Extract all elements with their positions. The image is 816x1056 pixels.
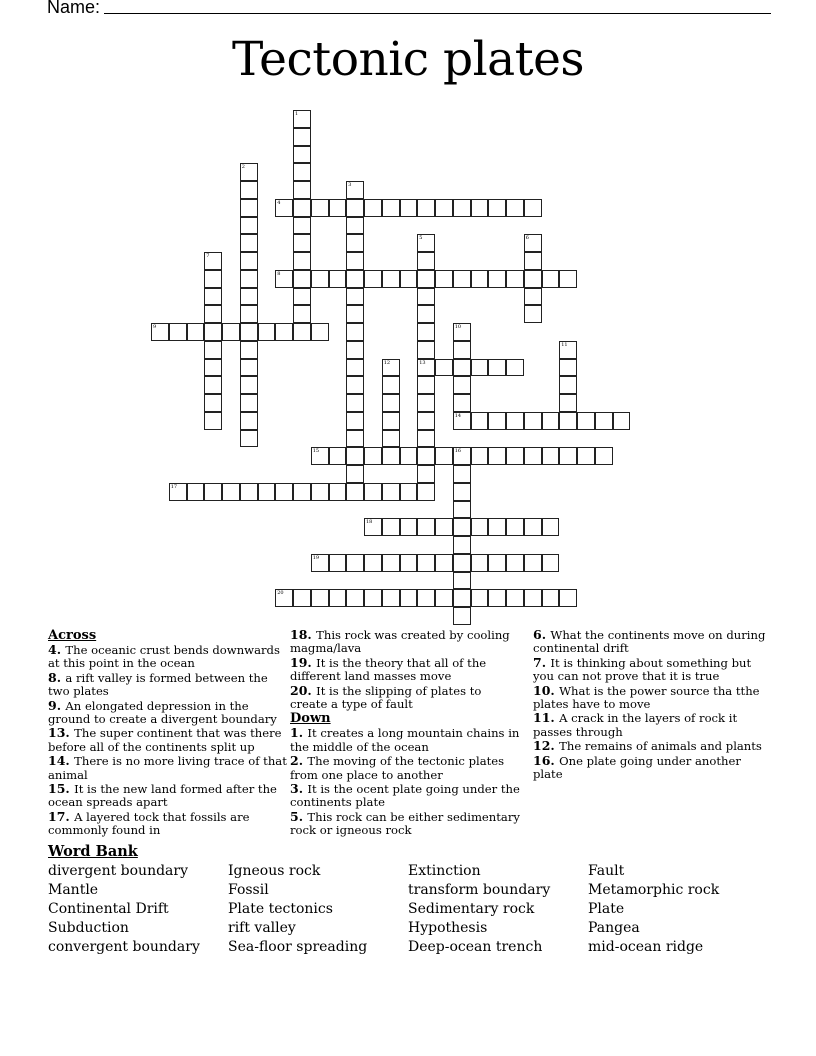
clue-across-9: 9. An elongated depression in the ground to create a divergent boundary <box>48 697 277 727</box>
grid-cell[interactable] <box>542 270 560 288</box>
grid-cell[interactable] <box>400 270 418 288</box>
grid-cell[interactable] <box>524 234 542 252</box>
grid-cell[interactable] <box>293 181 311 199</box>
grid-cell[interactable] <box>258 323 276 341</box>
grid-cell[interactable] <box>453 483 471 501</box>
grid-cell[interactable] <box>240 341 258 359</box>
grid-cell[interactable] <box>506 447 524 465</box>
grid-cell[interactable] <box>311 589 329 607</box>
grid-cell[interactable] <box>453 394 471 412</box>
word-bank-item: Fault <box>588 863 625 879</box>
grid-cell[interactable] <box>400 483 418 501</box>
grid-cell[interactable] <box>417 376 435 394</box>
grid-cell[interactable] <box>577 412 595 430</box>
grid-cell[interactable] <box>204 394 222 412</box>
clue-down-7: 7. It is thinking about something but you can not prove that it is true <box>533 654 752 684</box>
grid-cell[interactable] <box>559 589 577 607</box>
grid-cell[interactable] <box>453 536 471 554</box>
grid-cell[interactable] <box>346 270 364 288</box>
clue-down-1: 1. It creates a long mountain chains in the middle of the ocean <box>290 725 520 754</box>
grid-cell[interactable] <box>222 323 240 341</box>
grid-cell[interactable] <box>293 270 311 288</box>
grid-cell[interactable] <box>293 110 311 128</box>
grid-cell[interactable] <box>346 394 364 412</box>
grid-cell[interactable] <box>204 270 222 288</box>
grid-cell[interactable] <box>417 359 435 377</box>
cell-number: 13 <box>419 359 426 366</box>
clue-across-8: 8. a rift valley is formed between the two plates <box>48 669 268 699</box>
grid-cell[interactable] <box>240 163 258 181</box>
word-bank-item: mid-ocean ridge <box>588 939 704 955</box>
grid-cell[interactable] <box>329 483 347 501</box>
grid-cell[interactable] <box>559 412 577 430</box>
grid-cell[interactable] <box>471 518 489 536</box>
grid-cell[interactable] <box>329 199 347 217</box>
grid-cell[interactable] <box>417 252 435 270</box>
grid-cell[interactable] <box>382 447 400 465</box>
clue-down-16: 16. One plate going under another plate <box>533 752 741 782</box>
grid-cell[interactable] <box>559 394 577 412</box>
clue-down-11: 11. A crack in the layers of rock it passes through <box>533 710 738 739</box>
grid-cell[interactable] <box>471 447 489 465</box>
grid-cell[interactable] <box>293 305 311 323</box>
grid-cell[interactable] <box>240 412 258 430</box>
grid-cell[interactable] <box>311 447 329 465</box>
grid-cell[interactable] <box>346 359 364 377</box>
word-bank-item: convergent boundary <box>48 939 200 955</box>
grid-cell[interactable] <box>382 270 400 288</box>
grid-cell[interactable] <box>542 518 560 536</box>
grid-cell[interactable] <box>400 447 418 465</box>
clue-across-13: 13. The super continent that was there before all of the continents split up <box>48 725 282 754</box>
grid-cell[interactable] <box>488 447 506 465</box>
cell-number: 2 <box>241 164 245 171</box>
across-heading: Across <box>48 628 97 643</box>
grid-cell[interactable] <box>417 412 435 430</box>
grid-cell[interactable] <box>453 447 471 465</box>
grid-cell[interactable] <box>151 323 169 341</box>
grid-cell[interactable] <box>453 589 471 607</box>
grid-cell[interactable] <box>364 589 382 607</box>
grid-cell[interactable] <box>488 359 506 377</box>
grid-cell[interactable] <box>329 589 347 607</box>
grid-cell[interactable] <box>382 199 400 217</box>
word-bank-item: Hypothesis <box>408 920 488 936</box>
grid-cell[interactable] <box>542 447 560 465</box>
word-bank-item: Metamorphic rock <box>588 882 720 898</box>
grid-cell[interactable] <box>204 305 222 323</box>
grid-cell[interactable] <box>169 483 187 501</box>
word-bank-item: Extinction <box>408 863 481 879</box>
cell-number: 19 <box>312 554 320 561</box>
grid-cell[interactable] <box>453 359 471 377</box>
grid-cell[interactable] <box>417 234 435 252</box>
grid-cell[interactable] <box>435 447 453 465</box>
grid-cell[interactable] <box>293 288 311 306</box>
grid-cell[interactable] <box>417 305 435 323</box>
grid-cell[interactable] <box>542 412 560 430</box>
grid-cell[interactable] <box>346 430 364 448</box>
grid-cell[interactable] <box>240 234 258 252</box>
cell-number: 14 <box>454 412 462 419</box>
name-blank-line[interactable] <box>104 0 771 14</box>
grid-cell[interactable] <box>346 234 364 252</box>
grid-cell[interactable] <box>346 252 364 270</box>
clue-across-14: 14. There is no more living trace of that animal <box>48 753 287 782</box>
grid-cell[interactable] <box>240 483 258 501</box>
grid-cell[interactable] <box>311 554 329 572</box>
word-bank-item: rift valley <box>228 920 296 936</box>
grid-cell[interactable] <box>382 394 400 412</box>
grid-cell[interactable] <box>311 199 329 217</box>
grid-cell[interactable] <box>382 412 400 430</box>
name-field[interactable] <box>47 0 771 18</box>
grid-cell[interactable] <box>417 430 435 448</box>
grid-cell[interactable] <box>346 288 364 306</box>
grid-cell[interactable] <box>506 412 524 430</box>
grid-cell[interactable] <box>417 483 435 501</box>
grid-cell[interactable] <box>275 483 293 501</box>
grid-cell[interactable] <box>293 234 311 252</box>
grid-cell[interactable] <box>400 199 418 217</box>
grid-cell[interactable] <box>275 323 293 341</box>
grid-cell[interactable] <box>329 447 347 465</box>
grid-cell[interactable] <box>293 483 311 501</box>
word-bank-item: divergent boundary <box>48 863 188 879</box>
grid-cell[interactable] <box>453 501 471 519</box>
grid-cell[interactable] <box>240 270 258 288</box>
grid-cell[interactable] <box>382 554 400 572</box>
grid-cell[interactable] <box>240 394 258 412</box>
grid-cell[interactable] <box>293 589 311 607</box>
word-bank <box>48 862 768 957</box>
grid-cell[interactable] <box>204 376 222 394</box>
grid-cell[interactable] <box>346 447 364 465</box>
grid-cell[interactable] <box>364 483 382 501</box>
grid-cell[interactable] <box>240 376 258 394</box>
grid-cell[interactable] <box>293 163 311 181</box>
grid-cell[interactable] <box>471 270 489 288</box>
grid-cell[interactable] <box>169 323 187 341</box>
grid-cell[interactable] <box>524 518 542 536</box>
grid-cell[interactable] <box>453 572 471 590</box>
grid-cell[interactable] <box>453 607 471 625</box>
grid-cell[interactable] <box>488 589 506 607</box>
grid-cell[interactable] <box>364 199 382 217</box>
grid-cell[interactable] <box>293 217 311 235</box>
grid-cell[interactable] <box>240 323 258 341</box>
cell-number: 6 <box>525 235 529 242</box>
cell-number: 10 <box>454 324 462 330</box>
grid-cell[interactable] <box>204 483 222 501</box>
grid-cell[interactable] <box>524 199 542 217</box>
grid-cell[interactable] <box>488 554 506 572</box>
grid-cell[interactable] <box>417 554 435 572</box>
grid-cell[interactable] <box>524 288 542 306</box>
grid-cell[interactable] <box>240 217 258 235</box>
grid-cell[interactable] <box>595 447 613 465</box>
grid-cell[interactable] <box>417 341 435 359</box>
word-bank-item: Fossil <box>228 882 269 898</box>
down-heading: Down <box>290 711 331 727</box>
clue-down-6: 6. What the continents move on during continental drift <box>533 627 766 656</box>
grid-cell[interactable] <box>488 199 506 217</box>
grid-cell[interactable] <box>346 554 364 572</box>
clue-across-20: 20. It is the slipping of plates to create a type of fault <box>290 682 482 712</box>
grid-cell[interactable] <box>240 359 258 377</box>
grid-cell[interactable] <box>204 359 222 377</box>
clues-column-3 <box>533 628 773 781</box>
grid-cell[interactable] <box>559 270 577 288</box>
grid-cell[interactable] <box>435 270 453 288</box>
cell-number: 18 <box>366 519 373 526</box>
grid-cell[interactable] <box>453 270 471 288</box>
grid-cell[interactable] <box>382 430 400 448</box>
grid-cell[interactable] <box>204 341 222 359</box>
word-bank-item: Deep-ocean trench <box>408 939 543 955</box>
grid-cell[interactable] <box>382 483 400 501</box>
grid-cell[interactable] <box>524 270 542 288</box>
cell-number: 20 <box>277 590 284 597</box>
cell-number: 11 <box>561 341 568 348</box>
clue-down-2: 2. The moving of the tectonic plates from one place to another <box>290 753 505 782</box>
grid-cell[interactable] <box>346 341 364 359</box>
grid-cell[interactable] <box>471 412 489 430</box>
clue-down-3: 3. It is the ocent plate going under the continents plate <box>290 781 520 810</box>
grid-cell[interactable] <box>400 554 418 572</box>
grid-cell[interactable] <box>382 376 400 394</box>
word-bank-item: Continental Drift <box>48 901 169 917</box>
grid-cell[interactable] <box>524 252 542 270</box>
grid-cell[interactable] <box>346 199 364 217</box>
word-bank-item: transform boundary <box>408 882 551 898</box>
grid-cell[interactable] <box>506 589 524 607</box>
grid-cell[interactable] <box>382 518 400 536</box>
grid-cell[interactable] <box>382 359 400 377</box>
grid-cell[interactable] <box>311 323 329 341</box>
grid-cell[interactable] <box>435 589 453 607</box>
grid-cell[interactable] <box>329 270 347 288</box>
grid-cell[interactable] <box>488 518 506 536</box>
word-bank-title: Word Bank <box>48 843 138 860</box>
grid-cell[interactable] <box>417 270 435 288</box>
grid-cell[interactable] <box>453 412 471 430</box>
grid-cell[interactable] <box>417 518 435 536</box>
grid-cell[interactable] <box>524 305 542 323</box>
grid-cell[interactable] <box>524 412 542 430</box>
clues-column-1 <box>48 628 288 838</box>
grid-cell[interactable] <box>559 341 577 359</box>
grid-cell[interactable] <box>204 252 222 270</box>
grid-cell[interactable] <box>364 518 382 536</box>
grid-cell[interactable] <box>417 199 435 217</box>
cell-number: 8 <box>277 270 281 277</box>
cell-number: 7 <box>206 253 210 259</box>
grid-cell[interactable] <box>417 394 435 412</box>
grid-cell[interactable] <box>258 483 276 501</box>
grid-cell[interactable] <box>524 554 542 572</box>
grid-cell[interactable] <box>400 589 418 607</box>
grid-cell[interactable] <box>542 554 560 572</box>
clue-across-19: 19. It is the theory that all of the different land masses move <box>290 654 487 684</box>
grid-cell[interactable] <box>506 554 524 572</box>
grid-cell[interactable] <box>382 589 400 607</box>
cell-number: 12 <box>383 359 391 366</box>
grid-cell[interactable] <box>453 323 471 341</box>
grid-cell[interactable] <box>364 554 382 572</box>
grid-cell[interactable] <box>453 376 471 394</box>
grid-cell[interactable] <box>417 323 435 341</box>
grid-cell[interactable] <box>506 199 524 217</box>
grid-cell[interactable] <box>346 465 364 483</box>
grid-cell[interactable] <box>293 199 311 217</box>
cell-number: 3 <box>348 182 352 188</box>
clue-down-12: 12. The remains of animals and plants <box>533 738 762 754</box>
grid-cell[interactable] <box>346 323 364 341</box>
word-bank-item: Subduction <box>48 920 129 936</box>
grid-cell[interactable] <box>559 447 577 465</box>
grid-cell[interactable] <box>524 589 542 607</box>
word-bank-item: Mantle <box>48 882 99 898</box>
grid-cell[interactable] <box>346 376 364 394</box>
grid-cell[interactable] <box>453 199 471 217</box>
grid-cell[interactable] <box>275 270 293 288</box>
word-bank-item: Sedimentary rock <box>408 901 535 917</box>
grid-cell[interactable] <box>488 412 506 430</box>
grid-cell[interactable] <box>435 359 453 377</box>
grid-cell[interactable] <box>293 323 311 341</box>
grid-cell[interactable] <box>488 270 506 288</box>
grid-cell[interactable] <box>204 323 222 341</box>
grid-cell[interactable] <box>453 518 471 536</box>
grid-cell[interactable] <box>400 518 418 536</box>
grid-cell[interactable] <box>240 181 258 199</box>
grid-cell[interactable] <box>346 217 364 235</box>
grid-cell[interactable] <box>240 199 258 217</box>
grid-cell[interactable] <box>471 199 489 217</box>
clue-across-4: 4. The oceanic crust bends downwards at this point in the ocean <box>48 642 280 671</box>
grid-cell[interactable] <box>417 288 435 306</box>
grid-cell[interactable] <box>364 447 382 465</box>
grid-cell[interactable] <box>577 447 595 465</box>
grid-cell[interactable] <box>311 483 329 501</box>
grid-cell[interactable] <box>293 252 311 270</box>
clue-across-15: 15. It is the new land formed after the ocean spreads apart <box>48 781 277 810</box>
clue-across-18: 18. This rock was created by cooling magma/lava <box>290 627 510 656</box>
grid-cell[interactable] <box>222 483 240 501</box>
grid-cell[interactable] <box>204 412 222 430</box>
word-bank-item: Plate tectonics <box>228 901 333 917</box>
grid-cell[interactable] <box>417 447 435 465</box>
cell-number: 16 <box>454 448 462 455</box>
grid-cell[interactable] <box>346 305 364 323</box>
clue-down-10: 10. What is the power source tha tthe plates have to move <box>533 682 760 712</box>
grid-cell[interactable] <box>506 518 524 536</box>
clue-down-5: 5. This rock can be either sedimentary rock or igneous rock <box>290 808 520 838</box>
grid-cell[interactable] <box>346 181 364 199</box>
grid-cell[interactable] <box>240 288 258 306</box>
grid-cell[interactable] <box>471 359 489 377</box>
grid-cell[interactable] <box>506 359 524 377</box>
grid-cell[interactable] <box>417 589 435 607</box>
grid-cell[interactable] <box>240 252 258 270</box>
grid-cell[interactable] <box>346 483 364 501</box>
page-title: Tectonic plates <box>231 32 585 87</box>
cell-number: 15 <box>312 448 320 455</box>
grid-cell[interactable] <box>613 412 631 430</box>
word-bank-item: Plate <box>588 901 625 917</box>
word-bank-item: Igneous rock <box>228 863 321 879</box>
grid-cell[interactable] <box>435 518 453 536</box>
grid-cell[interactable] <box>559 359 577 377</box>
grid-cell[interactable] <box>204 288 222 306</box>
grid-cell[interactable] <box>293 146 311 164</box>
clues-column-2 <box>290 628 522 838</box>
grid-cell[interactable] <box>559 376 577 394</box>
grid-cell[interactable] <box>506 270 524 288</box>
cell-number: 1 <box>295 111 299 117</box>
grid-cell[interactable] <box>453 341 471 359</box>
grid-cell[interactable] <box>240 430 258 448</box>
grid-cell[interactable] <box>471 589 489 607</box>
grid-cell[interactable] <box>453 465 471 483</box>
grid-cell[interactable] <box>364 270 382 288</box>
grid-cell[interactable] <box>346 589 364 607</box>
grid-cell[interactable] <box>293 128 311 146</box>
name-label: Name: <box>47 0 101 17</box>
clue-across-17: 17. A layered tock that fossils are commonly found in <box>48 808 250 838</box>
grid-cell[interactable] <box>417 465 435 483</box>
grid-cell[interactable] <box>275 589 293 607</box>
grid-cell[interactable] <box>453 554 471 572</box>
grid-cell[interactable] <box>524 447 542 465</box>
grid-cell[interactable] <box>187 483 205 501</box>
word-bank-item: Sea-floor spreading <box>228 939 368 955</box>
grid-cell[interactable] <box>187 323 205 341</box>
grid-cell[interactable] <box>311 270 329 288</box>
grid-cell[interactable] <box>471 554 489 572</box>
cell-number: 9 <box>153 324 157 330</box>
grid-cell[interactable] <box>329 554 347 572</box>
grid-cell[interactable] <box>435 554 453 572</box>
cell-number: 17 <box>170 483 178 490</box>
grid-cell[interactable] <box>542 589 560 607</box>
cell-number: 4 <box>277 199 281 206</box>
grid-cell[interactable] <box>435 199 453 217</box>
cell-number: 5 <box>419 235 423 242</box>
word-bank-item: Pangea <box>588 920 640 936</box>
grid-cell[interactable] <box>275 199 293 217</box>
grid-cell[interactable] <box>595 412 613 430</box>
grid-cell[interactable] <box>346 412 364 430</box>
grid-cell[interactable] <box>240 305 258 323</box>
